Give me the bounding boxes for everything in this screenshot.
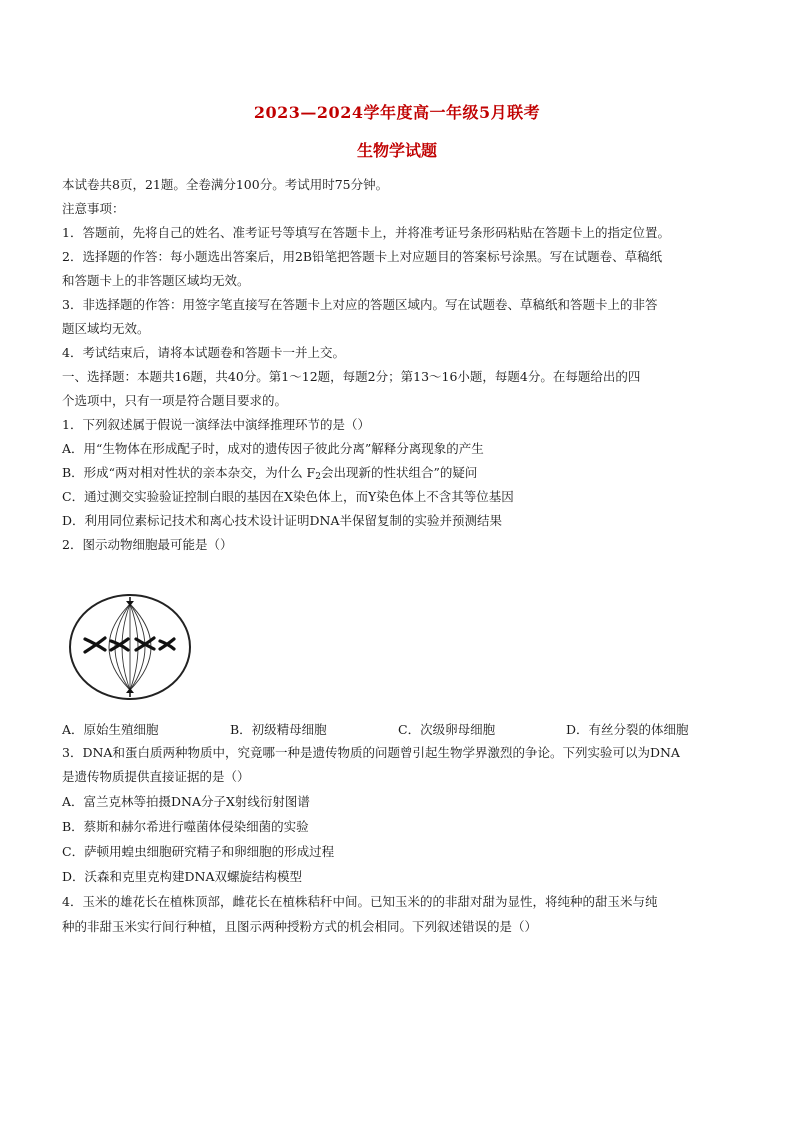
q2-option-a: A．原始生殖细胞 [62,722,159,737]
q2-option-b: B．初级精母细胞 [230,722,327,737]
cell-division-figure [68,592,192,702]
section-heading: 一、选择题：本题共16题，共40分。第1～12题，每题2分；第13～16小题，每题4分。在每题给出的四 [62,369,641,384]
q2-stem: 2．图示动物细胞最可能是（） [62,537,233,552]
q2-option-d: D．有丝分裂的体细胞 [566,722,689,737]
q3-stem-cont: 是遗传物质提供直接证据的是（） [62,769,250,784]
q3-option-c: C．萨顿用蝗虫细胞研究精子和卵细胞的形成过程 [62,844,335,859]
q1-option-b [62,465,742,485]
notice-4: 4．考试结束后，请将本试题卷和答题卡一并上交。 [62,345,345,360]
q1-option-a: A．用“生物体在形成配子时，成对的遗传因子彼此分离”解释分离现象的产生 [62,441,484,456]
q4-stem-cont: 种的非甜玉米实行间行种植，且图示两种授粉方式的机会相同。下列叙述错误的是（） [62,919,538,934]
q1-option-b-pre: B．形成“两对相对性状的亲本杂交，为什么 F [62,465,316,480]
q4-stem: 4．玉米的雄花长在植株顶部，雌花长在植株秸秆中间。已知玉米的的非甜对甜为显性，将纯种的甜玉米与纯 [62,894,658,909]
notice-3-cont: 题区域均无效。 [62,321,150,336]
exam-info: 本试卷共8页，21题。全卷满分100分。考试用时75分钟。 [62,177,389,192]
exam-subject-title: 生物学试题 [356,141,437,160]
q1-option-b-post: 会出现新的性状组合”的疑问 [320,465,478,480]
notice-3: 3．非选择题的作答：用签字笔直接写在答题卡上对应的答题区域内。写在试题卷、草稿纸和答题卡上的非答 [62,297,658,312]
q1-option-d: D．利用同位素标记技术和离心技术设计证明DNA半保留复制的实验并预测结果 [62,513,503,528]
q3-stem: 3．DNA和蛋白质两种物质中，究竟哪一种是遗传物质的问题曾引起生物学界激烈的争论。下列实验可以为DNA [62,745,680,760]
q3-option-b: B．蔡斯和赫尔希进行噬菌体侵染细菌的实验 [62,819,309,834]
section-heading-cont: 个选项中，只有一项是符合题目要求的。 [62,393,288,408]
notice-heading: 注意事项： [62,201,125,216]
notice-2: 2．选择题的作答：每小题选出答案后，用2B铅笔把答题卡上对应题目的答案标号涂黑。写在试题卷、草稿纸 [62,249,663,264]
q3-option-a: A．富兰克林等拍摄DNA分子X射线衍射图谱 [62,794,310,809]
q1-stem: 1．下列叙述属于假说一演绎法中演绎推理环节的是（） [62,417,370,432]
q2-option-c: C．次级卵母细胞 [398,722,496,737]
exam-title: 2023—2024学年度高一年级5月联考 [253,103,541,122]
q1-option-b-sub: 2 [315,472,321,482]
notice-1: 1．答题前，先将自己的姓名、准考证号等填写在答题卡上，并将准考证号条形码粘贴在答题卡上的指定位置。 [62,225,670,240]
notice-2-cont: 和答题卡上的非答题区域均无效。 [62,273,250,288]
q3-option-d: D．沃森和克里克构建DNA双螺旋结构模型 [62,869,303,884]
q1-option-c: C．通过测交实验验证控制白眼的基因在X染色体上，而Y染色体上不含其等位基因 [62,489,514,504]
